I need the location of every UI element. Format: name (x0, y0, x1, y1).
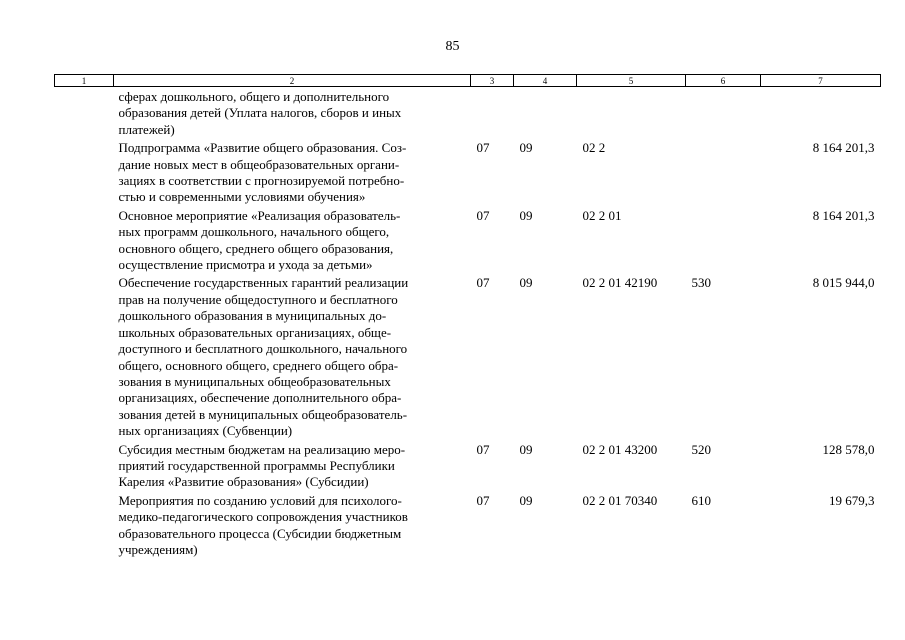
description-line: Основное мероприятие «Реализация образователь- (118, 207, 401, 223)
amount-cell (761, 87, 881, 139)
column-header: 3 (471, 75, 514, 87)
subsection-cell: 09 (519, 492, 533, 508)
description-line: основного общего, среднего общего образования, (118, 240, 394, 256)
column-number-row (55, 75, 881, 87)
subsection-cell: 09 (519, 140, 533, 156)
row-number-cell (55, 440, 114, 491)
section-cell: 07 (476, 441, 490, 457)
description-cell (114, 440, 471, 491)
column-header: 1 (55, 75, 114, 87)
description-line: осуществление присмотра и ухода за детьми» (118, 257, 373, 273)
amount-cell: 19 679,3 (829, 492, 875, 508)
description-line: приятий государственной программы Республики (118, 457, 395, 473)
description-line: платежей) (118, 121, 175, 137)
description-cell (114, 87, 471, 139)
description-line: Мероприятия по созданию условий для психолого- (118, 492, 402, 508)
amount-cell: 8 164 201,3 (812, 140, 875, 156)
section-cell: 07 (476, 275, 490, 291)
target-code-cell: 02 2 01 42190 (582, 275, 658, 291)
description-line: зования в муниципальных общеобразовательных (118, 373, 391, 389)
column-header: 4 (514, 75, 577, 87)
section-cell: 07 (476, 207, 490, 223)
subsection-cell: 09 (519, 275, 533, 291)
expense-type-cell (686, 138, 761, 206)
description-cell (114, 273, 471, 439)
description-line: зациях в соответствии с прогнозируемой потребно- (118, 173, 405, 189)
row-number-cell (55, 273, 114, 439)
description-line: образовательного процесса (Субсидии бюджетным (118, 525, 402, 541)
description-line: Субсидия местным бюджетам на реализацию меро- (118, 441, 406, 457)
description-line: сферах дошкольного, общего и дополнительного (118, 89, 390, 104)
column-header: 6 (686, 75, 761, 87)
description-line: школьных образовательных организациях, обще- (118, 324, 392, 340)
table-row (55, 206, 881, 274)
row-number-cell (55, 491, 114, 559)
description-line: доступного и бесплатного дошкольного, начального (118, 341, 408, 357)
section-cell: 07 (476, 492, 490, 508)
subsection-cell (514, 87, 577, 139)
expense-type-cell (686, 206, 761, 274)
table-body (55, 87, 881, 559)
amount-cell: 8 164 201,3 (812, 207, 875, 223)
description-line: дание новых мест в общеобразовательных органи- (118, 156, 400, 172)
column-header: 5 (577, 75, 686, 87)
description-line: медико-педагогического сопровождения участников (118, 509, 408, 525)
description-line: организациях, обеспечение дополнительного обра- (118, 390, 402, 406)
section-cell (471, 87, 514, 139)
description-cell (114, 138, 471, 206)
section-cell: 07 (476, 140, 490, 156)
expense-type-cell: 520 (691, 441, 711, 457)
amount-cell: 8 015 944,0 (812, 275, 875, 291)
expense-type-cell: 530 (691, 275, 711, 291)
row-number-cell (55, 138, 114, 206)
amount-cell: 128 578,0 (822, 441, 875, 457)
expense-type-cell: 610 (691, 492, 711, 508)
column-header: 7 (761, 75, 881, 87)
table-row (55, 491, 881, 559)
description-line: Обеспечение государственных гарантий реализации (118, 275, 409, 291)
row-number-cell (55, 87, 114, 139)
description-line: Подпрограмма «Развитие общего образования. Соз- (118, 140, 407, 156)
target-code-cell: 02 2 (582, 140, 606, 156)
description-line: Карелия «Развитие образования» (Субсидии) (118, 474, 369, 490)
table-row (55, 273, 881, 439)
table-row (55, 87, 881, 139)
budget-table (54, 74, 881, 558)
description-line: образования детей (Уплата налогов, сборов и иных (118, 105, 402, 121)
description-line: зования детей в муниципальных общеобразователь- (118, 406, 408, 422)
description-line: прав на получение общедоступного и бесплатного (118, 291, 398, 307)
description-line: общего, основного общего, среднего общего обра- (118, 357, 399, 373)
page-number: 85 (445, 39, 460, 54)
description-line: учреждениям) (118, 541, 198, 557)
expense-type-cell (686, 87, 761, 139)
subsection-cell: 09 (519, 441, 533, 457)
table-row (55, 440, 881, 491)
description-cell (114, 206, 471, 274)
target-code-cell (577, 87, 686, 139)
target-code-cell: 02 2 01 43200 (582, 441, 658, 457)
target-code-cell: 02 2 01 70340 (582, 492, 658, 508)
description-line: стью и современными условиями обучения» (118, 189, 366, 205)
target-code-cell: 02 2 01 (582, 207, 622, 223)
row-number-cell (55, 206, 114, 274)
column-header: 2 (114, 75, 471, 87)
description-line: дошкольного образования в муниципальных до- (118, 308, 387, 324)
description-line: ных организациях (Субвенции) (118, 423, 293, 439)
table-row (55, 138, 881, 206)
description-cell (114, 491, 471, 559)
description-line: ных программ дошкольного, начального общего, (118, 224, 390, 240)
subsection-cell: 09 (519, 207, 533, 223)
